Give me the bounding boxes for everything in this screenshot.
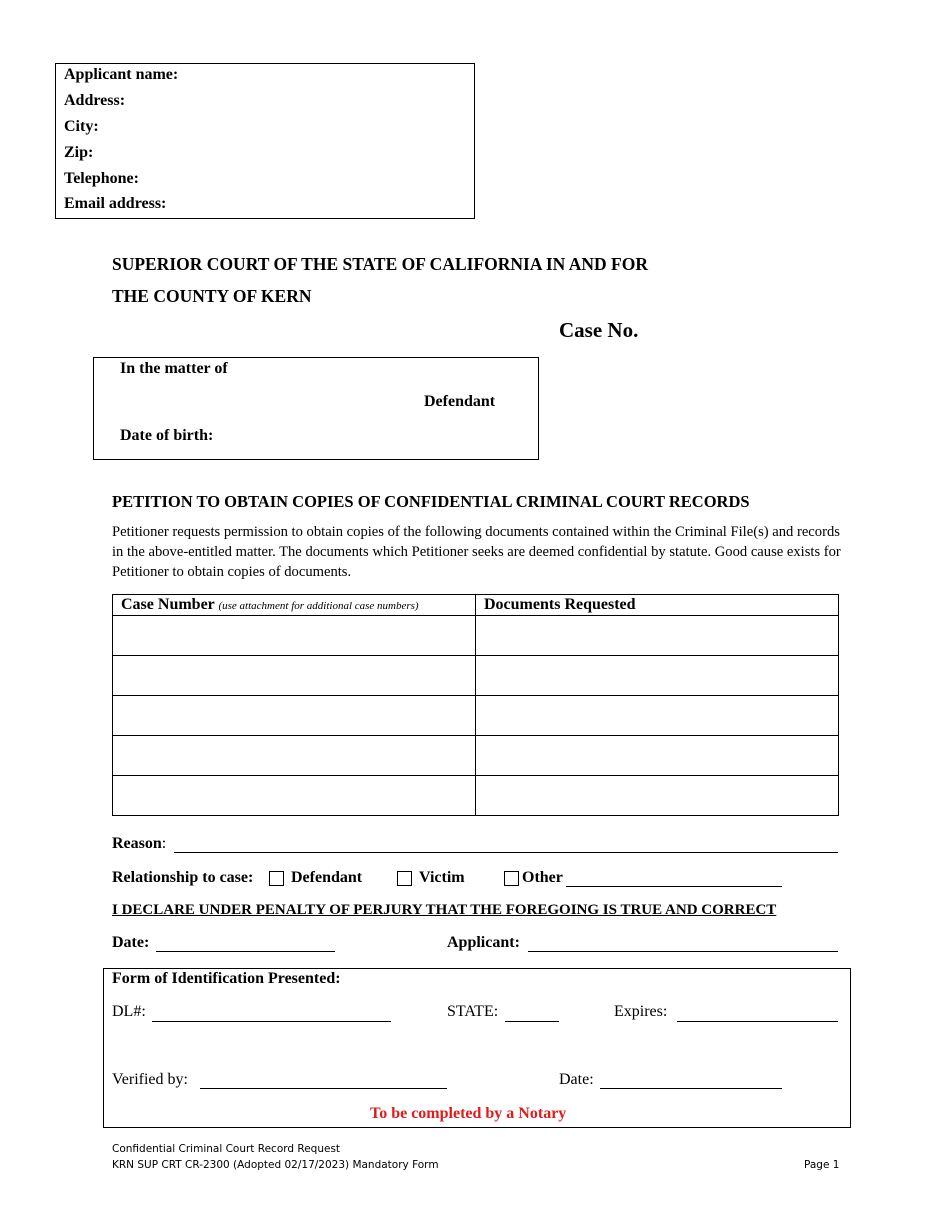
documents-cell[interactable] <box>476 696 839 736</box>
case-number-cell[interactable] <box>113 736 476 776</box>
reason-colon: : <box>161 835 167 852</box>
court-heading-line2: THE COUNTY OF KERN <box>112 286 312 306</box>
other-checkbox[interactable] <box>504 871 519 886</box>
expires-label: Expires: <box>614 1003 668 1020</box>
case-no-label: Case No. <box>559 318 639 342</box>
perjury-declaration: I DECLARE UNDER PENALTY OF PERJURY THAT THE FOREGOING IS TRUE AND CORRECT <box>112 902 777 918</box>
case-number-cell[interactable] <box>113 696 476 736</box>
reason-label: Reason <box>112 835 162 852</box>
reason-label-group <box>112 835 166 853</box>
defendant-label: Defendant <box>424 393 496 410</box>
documents-requested-header-label: Documents Requested <box>484 596 636 613</box>
petition-title: PETITION TO OBTAIN COPIES OF CONFIDENTIAL CRIMINAL COURT RECORDS <box>112 492 750 511</box>
state-field[interactable] <box>505 1021 559 1022</box>
verified-by-field[interactable] <box>200 1088 447 1089</box>
applicant-signature-field[interactable] <box>528 951 838 952</box>
identification-box <box>103 968 851 1128</box>
footer-title: Confidential Criminal Court Record Request <box>112 1143 341 1155</box>
state-label: STATE: <box>447 1003 499 1020</box>
verified-by-label: Verified by: <box>112 1071 188 1088</box>
reason-field[interactable] <box>174 852 838 853</box>
table-row <box>113 776 839 816</box>
petition-body: Petitioner requests permission to obtain copies of the following documents contained within the Criminal File(s) and records in the above-entitled matter. The documents which Petitioner seeks are deemed confidential by statute. Good cause exists for Petitioner to obtain copies of documents. <box>112 524 841 580</box>
notary-note: To be completed by a Notary <box>370 1105 567 1122</box>
case-number-cell[interactable] <box>113 776 476 816</box>
case-number-cell[interactable] <box>113 616 476 656</box>
dl-label: DL#: <box>112 1003 146 1020</box>
in-matter-label: In the matter of <box>120 360 228 377</box>
relationship-label: Relationship to case: <box>112 869 254 886</box>
case-number-header-note: (use attachment for additional case numbers) <box>218 600 419 612</box>
telephone-label: Telephone: <box>64 170 139 187</box>
documents-cell[interactable] <box>476 776 839 816</box>
other-field[interactable] <box>566 886 782 887</box>
applicant-info-box <box>55 63 475 219</box>
documents-cell[interactable] <box>476 736 839 776</box>
signature-date-label: Date: <box>112 934 150 951</box>
defendant-option-label: Defendant <box>291 869 363 886</box>
signature-date-field[interactable] <box>156 951 335 952</box>
case-number-cell[interactable] <box>113 656 476 696</box>
footer-form-id: KRN SUP CRT CR-2300 (Adopted 02/17/2023) Mandatory Form <box>112 1159 439 1171</box>
victim-checkbox[interactable] <box>397 871 412 886</box>
address-label: Address: <box>64 92 126 109</box>
verified-date-field[interactable] <box>600 1088 782 1089</box>
documents-cell[interactable] <box>476 656 839 696</box>
other-option-label: Other <box>522 869 563 886</box>
page-number: Page 1 <box>804 1159 840 1171</box>
identification-title: Form of Identification Presented: <box>112 970 341 987</box>
city-label: City: <box>64 118 99 135</box>
applicant-signature-label: Applicant: <box>447 934 520 951</box>
table-row <box>113 696 839 736</box>
defendant-checkbox[interactable] <box>269 871 284 886</box>
table-row <box>113 656 839 696</box>
verified-date-label: Date: <box>559 1071 594 1088</box>
victim-option-label: Victim <box>419 869 465 886</box>
dob-label: Date of birth: <box>120 427 214 444</box>
email-label: Email address: <box>64 195 167 212</box>
case-number-header-label: Case Number <box>121 596 215 613</box>
expires-field[interactable] <box>677 1021 838 1022</box>
dl-field[interactable] <box>152 1021 391 1022</box>
case-number-header <box>113 595 476 616</box>
table-header-row <box>113 595 839 616</box>
zip-label: Zip: <box>64 144 94 161</box>
documents-cell[interactable] <box>476 616 839 656</box>
documents-requested-header <box>476 595 839 616</box>
court-heading-line1: SUPERIOR COURT OF THE STATE OF CALIFORNIA IN AND FOR <box>112 254 648 274</box>
documents-table <box>112 594 839 816</box>
table-row <box>113 736 839 776</box>
table-row <box>113 616 839 656</box>
applicant-name-label: Applicant name: <box>64 66 179 83</box>
matter-box <box>93 357 539 460</box>
